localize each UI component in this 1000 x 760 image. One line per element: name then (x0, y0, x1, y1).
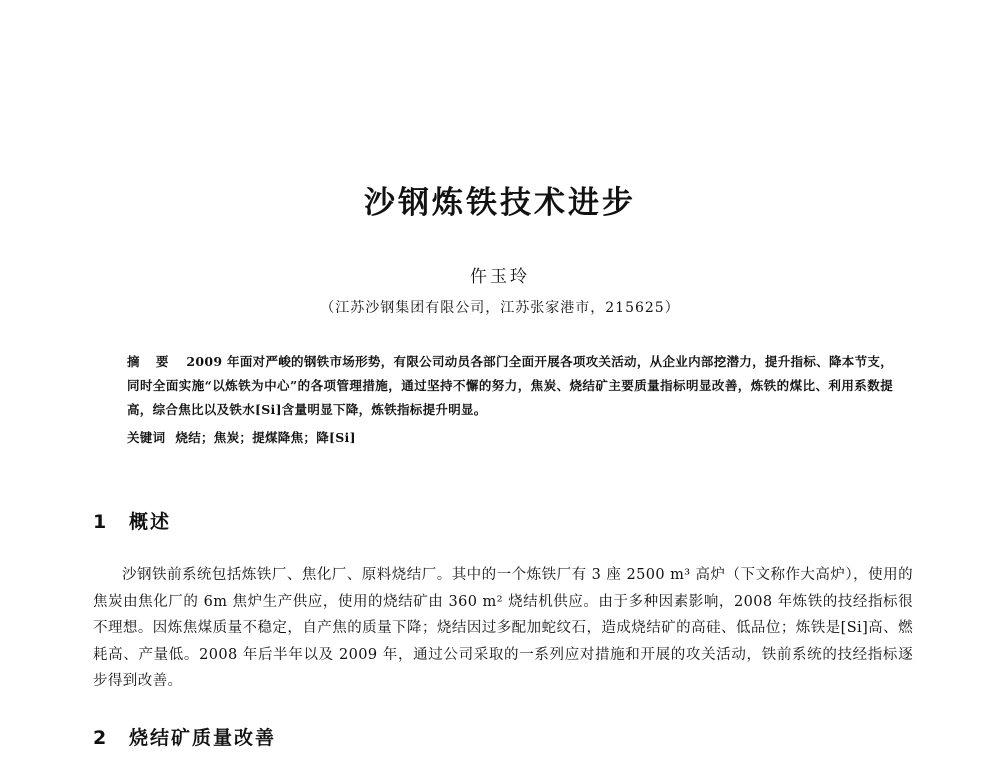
author-name: 仵玉玲 (470, 267, 530, 287)
keywords-block (127, 426, 893, 450)
section-1-heading (93, 508, 171, 536)
section-number: 1 (93, 511, 107, 533)
paper-title: 沙钢炼铁技术进步 (364, 185, 636, 221)
section-title: 烧结矿质量改善 (129, 727, 277, 749)
abstract-text: 2009 年面对严峻的钢铁市场形势，有限公司动员各部门全面开展各项攻关活动，从企业内部挖潜力，提升指标、降本节支，同时全面实施“以炼铁为中心”的各项管理措施，通过坚持不懈的努力，焦炭、烧结矿主要质量指标明显改善，炼铁的煤比、利用系数提高，综合焦比以及铁水[Si]含量明显下降，炼铁指标提升明显。 (127, 354, 893, 417)
section-number: 2 (93, 727, 107, 749)
abstract-label: 摘 要 (127, 354, 175, 369)
section-title: 概述 (129, 511, 172, 533)
section-1-paragraph: 沙钢铁前系统包括炼铁厂、焦化厂、原料烧结厂。其中的一个炼铁厂有 3 座 2500 m³ 高炉（下文称作大高炉），使用的焦炭由焦化厂的 6m 焦炉生产供应，使用的烧结矿由 360 m² 烧结机供应。由于多种因素影响，2008 年炼铁的技经指标很不理想。因炼焦煤质量不稳定，自产焦的质量下降；烧结因过多配加蛇纹石，造成烧结矿的高硅、低品位；炼铁是[Si]高、燃耗高、产量低。2008 年后半年以及 2009 年，通过公司采取的一系列应对措施和开展的攻关活动，铁前系统的技经指标逐步得到改善。 (93, 567, 913, 689)
author-affiliation: （江苏沙钢集团有限公司，江苏张家港市，215625） (320, 300, 680, 316)
keywords-text: 烧结；焦炭；提煤降焦；降[Si] (175, 430, 356, 445)
section-2-heading (93, 724, 276, 752)
abstract-block (127, 350, 893, 422)
keywords-label: 关键词 (127, 430, 166, 445)
